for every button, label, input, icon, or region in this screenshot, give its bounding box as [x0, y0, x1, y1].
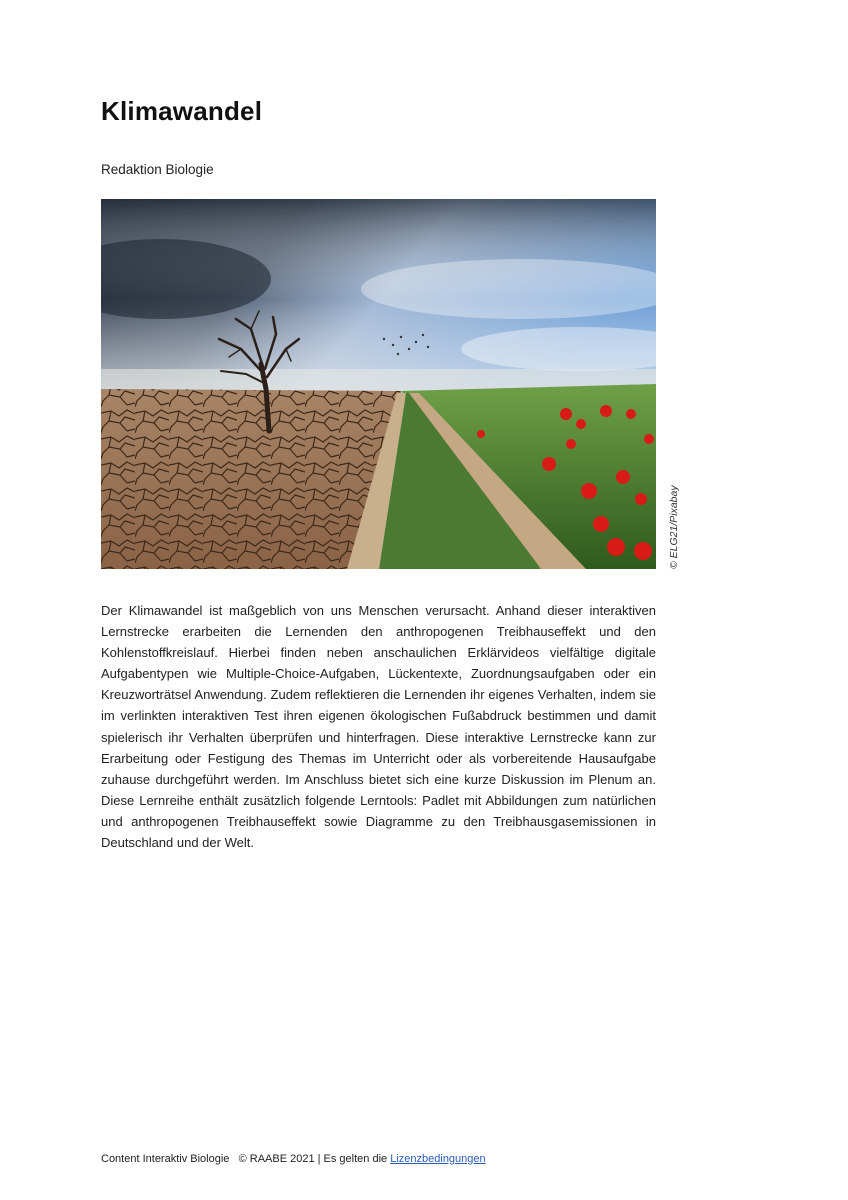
footer-copyright: © RAABE 2021 | Es gelten die — [238, 1153, 388, 1165]
body-paragraph: Der Klimawandel ist maßgeblich von uns Menschen verursacht. Anhand dieser interaktiven Lernstrecke erarbeiten die Lernenden den anthropogenen Treibhauseffekt und den Kohlenstoffkreislauf. Hierbei finden neben anschaulichen Erklärvideos vielfältige digitale Aufgabentypen wie Multiple-Choice-Aufgaben, Lückentexte, Zuordnungsaufgaben oder ein Kreuzworträtsel Anwendung. Zudem reflektieren die Lernenden ihr eigenes Verhalten, indem sie im verlinkten interaktiven Test ihren eigenen ökologischen Fußabdruck bestimmen und damit spielerisch ihr Verhalten überprüfen und hinterfragen. Diese interaktive Lernstrecke kann zur Erarbeitung oder Festigung des Themas im Unterricht oder als vorbereitende Hausaufgabe zuhause durchgeführt werden. Im Anschluss bietet sich eine kurze Diskussion im Plenum an. Diese Lernreihe enthält zusätzlich folgende Lerntools: Padlet mit Abbildungen zum natürlichen und anthropogenen Treibhauseffekt sowie Diagramme zu den Treibhausgasemissionen in Deutschland und der Welt. — [101, 603, 656, 851]
cover-image — [101, 199, 656, 569]
license-link[interactable]: Lizenzbedingungen — [390, 1153, 486, 1165]
image-credit: © ELG21/Pixabay — [668, 485, 680, 569]
footer-series: Content Interaktiv Biologie — [101, 1153, 230, 1165]
page-title: Klimawandel — [101, 96, 263, 126]
footer — [101, 1153, 486, 1165]
author-line: Redaktion Biologie — [101, 162, 214, 177]
